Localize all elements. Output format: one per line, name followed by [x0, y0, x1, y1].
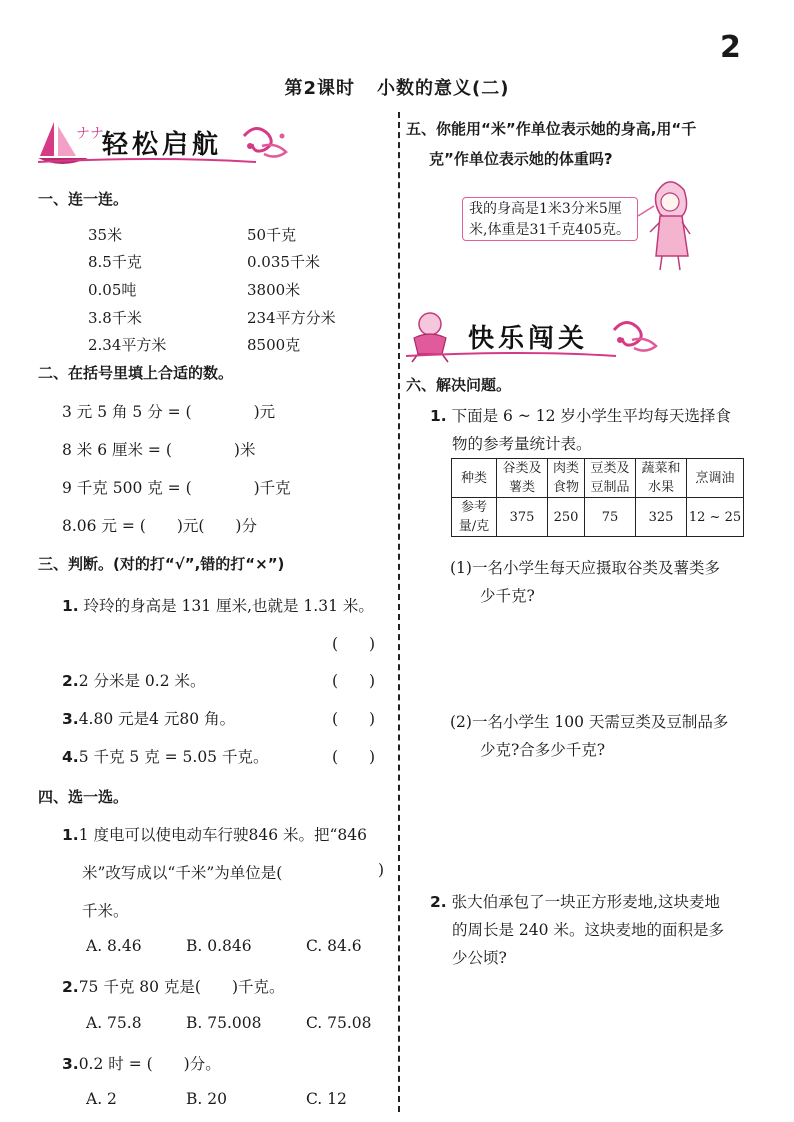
table-header-cell: [497, 459, 548, 498]
choose-question-1-line2: 米”改写成以“千米”为单位是(: [82, 864, 283, 882]
match-right-item: 8500克: [247, 336, 301, 354]
header-line: 谷类及: [502, 461, 542, 476]
judge-answer-bracket[interactable]: ( ): [332, 748, 376, 766]
match-right-item: 0.035千米: [247, 253, 320, 271]
option-c[interactable]: C. 84.6: [306, 937, 362, 955]
judge-answer-bracket[interactable]: ( ): [332, 672, 376, 690]
table-header-cell: [548, 459, 585, 498]
table-cell: 375: [497, 498, 548, 537]
header-line: 豆类及: [590, 461, 630, 476]
lesson-label: 第2课时: [284, 78, 356, 99]
table-header-cell: [585, 459, 636, 498]
problem-1-sub2-line1: (2)一名小学生 100 天需豆类及豆制品多: [450, 713, 729, 731]
match-left-item: 8.5千克: [88, 253, 142, 271]
table-header-cell: 烹调油: [687, 459, 744, 498]
section-fill-title: 二、在括号里填上合适的数。: [38, 364, 234, 382]
girl-illustration-icon: [638, 172, 698, 272]
page-number: 2: [720, 30, 741, 65]
choose-answer-bracket-close: ): [378, 861, 385, 879]
question-text: 下面是 6 ~ 12 岁小学生平均每天选择食: [451, 407, 731, 425]
banner-happy-challenge: [404, 308, 664, 364]
question-text: 0.2 时 = ( )分。: [78, 1055, 221, 1073]
fill-item: 8.06 元 = ( )元( )分: [62, 517, 257, 535]
problem-2-line1: [430, 890, 720, 912]
question-number: 1.: [62, 826, 79, 844]
question-text: 玲玲的身高是 131 厘米,也就是 1.31 米。: [83, 597, 374, 615]
problem-2-line3: 少公顷?: [452, 949, 507, 967]
question-number: 1.: [430, 407, 447, 425]
question-text: 75 千克 80 克是( )千克。: [78, 978, 285, 996]
question-number: 3.: [62, 1055, 79, 1073]
option-b[interactable]: B. 20: [186, 1090, 227, 1108]
speech-line: 米,体重是31千克405克。: [469, 222, 630, 238]
banner-title: 轻松启航: [102, 130, 223, 160]
header-line: 豆制品: [590, 480, 630, 495]
header-line: 薯类: [508, 480, 535, 495]
header-line: 食物: [552, 480, 579, 495]
fill-item: 9 千克 500 克 = ( )千克: [62, 479, 291, 497]
section-choose-title: 四、选一选。: [38, 788, 129, 806]
label-line: 量/克: [458, 519, 490, 534]
banner-easy-start: [36, 116, 296, 170]
section-match-title: 一、连一连。: [38, 190, 129, 208]
column-divider: [398, 112, 400, 1112]
judge-question-4: [62, 745, 268, 767]
banner-title: 快乐闯关: [468, 324, 589, 354]
choose-question-2: [62, 975, 285, 997]
choose-question-3: [62, 1052, 221, 1074]
option-a[interactable]: A. 2: [86, 1090, 117, 1108]
table-cell: 12 ~ 25: [687, 498, 744, 537]
question-number: 2.: [430, 893, 447, 911]
fill-item: 8 米 6 厘米 = ( )米: [62, 441, 256, 459]
question-text: 5 千克 5 克 = 5.05 千克。: [78, 748, 269, 766]
question-number: 4.: [62, 748, 79, 766]
table-cell: 325: [636, 498, 687, 537]
question-text: 4.80 元是4 元80 角。: [78, 710, 236, 728]
option-c[interactable]: C. 75.08: [306, 1014, 372, 1032]
match-right-item: 3800米: [247, 281, 301, 299]
problem-1-line2: 物的参考量统计表。: [452, 435, 592, 453]
question-number: 2.: [62, 978, 79, 996]
match-left-item: 2.34平方米: [88, 336, 167, 354]
choose-question-1-line3: 千米。: [82, 902, 129, 920]
question-number: 2.: [62, 672, 79, 690]
judge-answer-bracket[interactable]: ( ): [332, 710, 376, 728]
label-line: 参考: [460, 500, 487, 515]
match-left-item: 3.8千米: [88, 309, 142, 327]
problem-1-line1: [430, 404, 731, 426]
option-c[interactable]: C. 12: [306, 1090, 347, 1108]
speech-bubble: [462, 197, 638, 241]
table-header-cell: 种类: [452, 459, 497, 498]
question-text: 张大伯承包了一块正方形麦地,这块麦地: [451, 893, 721, 911]
match-right-item: 234平方分米: [247, 309, 336, 327]
match-left-item: 0.05吨: [88, 281, 137, 299]
option-a[interactable]: A. 8.46: [86, 937, 142, 955]
judge-question-1: [62, 594, 374, 616]
svg-text:ナナ: ナナ: [76, 126, 104, 142]
lesson-topic: 小数的意义(二): [377, 78, 510, 99]
table-header-cell: [636, 459, 687, 498]
speech-line: 我的身高是1米3分米5厘: [469, 201, 622, 217]
judge-question-2: [62, 669, 205, 691]
judge-answer-bracket[interactable]: ( ): [332, 635, 376, 653]
problem-1-sub1-line2: 少千克?: [480, 587, 535, 605]
header-line: 水果: [647, 480, 674, 495]
header-line: 蔬菜和: [641, 461, 681, 476]
fill-item: 3 元 5 角 5 分 = ( )元: [62, 403, 276, 421]
judge-question-3: [62, 707, 235, 729]
option-b[interactable]: B. 75.008: [186, 1014, 262, 1032]
problem-1-sub1-line1: (1)一名小学生每天应摄取谷类及薯类多: [450, 559, 720, 577]
question-text: 2 分米是 0.2 米。: [78, 672, 206, 690]
section-judge-title: 三、判断。(对的打“√”,错的打“×”): [38, 555, 285, 573]
food-reference-table: [451, 458, 744, 537]
problem-2-line2: 的周长是 240 米。这块麦地的面积是多: [452, 921, 724, 939]
section-height-weight-title-cont: 克”作单位表示她的体重吗?: [429, 150, 613, 168]
question-text: 1 度电可以使电动车行驶846 米。把“846: [78, 826, 367, 844]
problem-1-sub2-line2: 少克?合多少千克?: [480, 741, 606, 759]
section-height-weight-title: 五、你能用“米”作单位表示她的身高,用“千: [406, 120, 697, 138]
table-cell: 250: [548, 498, 585, 537]
option-a[interactable]: A. 75.8: [86, 1014, 142, 1032]
option-b[interactable]: B. 0.846: [186, 937, 252, 955]
header-line: 肉类: [552, 461, 579, 476]
table-row-label: [452, 498, 497, 537]
table-cell: 75: [585, 498, 636, 537]
match-left-item: 35米: [88, 226, 123, 244]
question-number: 1.: [62, 597, 79, 615]
match-right-item: 50千克: [247, 226, 297, 244]
question-number: 3.: [62, 710, 79, 728]
section-problems-title: 六、解决问题。: [406, 376, 512, 394]
page-title: [0, 74, 794, 100]
choose-question-1-line1: [62, 823, 367, 845]
